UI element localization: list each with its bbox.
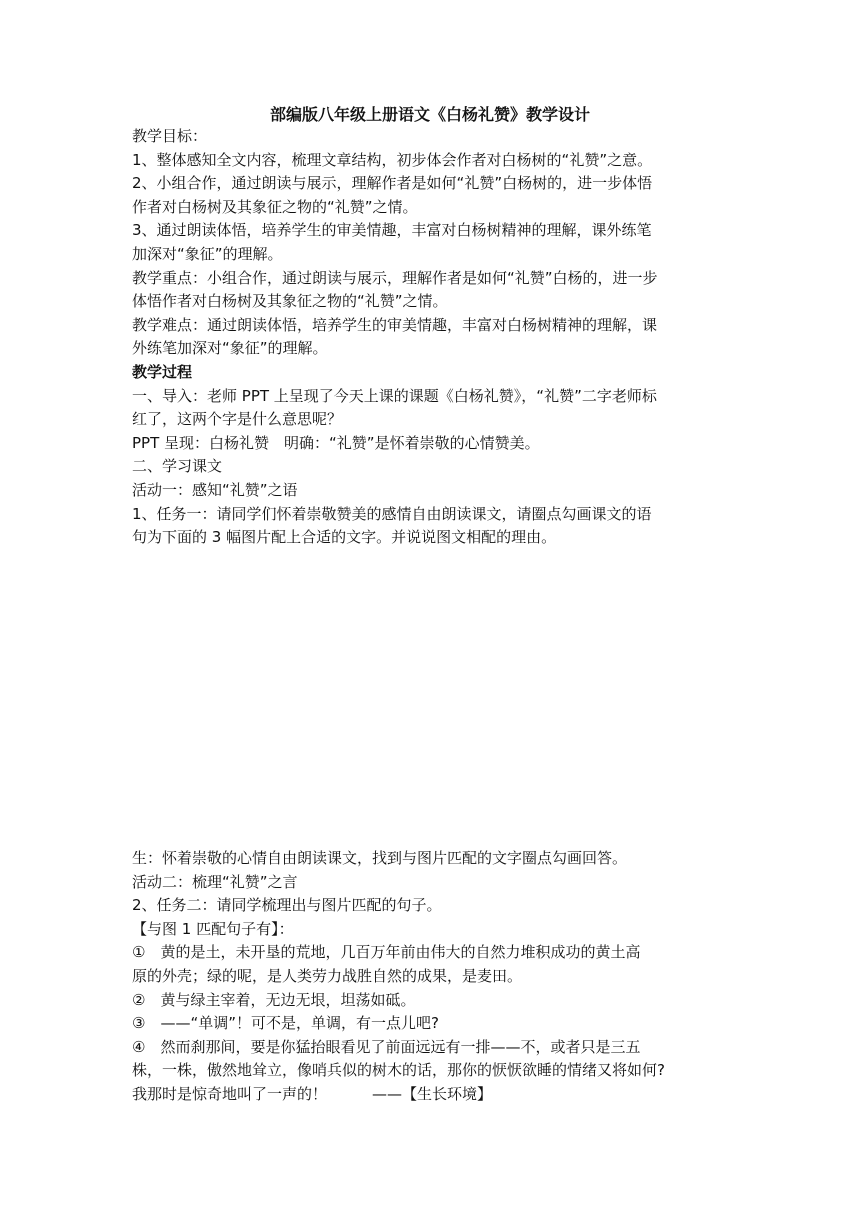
- text-line: ③ ——“单调”！可不是，单调，有一点儿吧?: [132, 1014, 439, 1033]
- text-line: 1、整体感知全文内容，梳理文章结构，初步体会作者对白杨树的“礼赞”之意。: [132, 150, 653, 169]
- document-title: 部编版八年级上册语文《白杨礼赞》教学设计: [269, 105, 590, 124]
- text-line: PPT 呈现：白杨礼赞 明确：“礼赞”是怀着崇敬的心情赞美。: [132, 433, 540, 452]
- text-line: 体悟作者对白杨树及其象征之物的“礼赞”之情。: [132, 292, 448, 311]
- text-line: 教学重点：小组合作，通过朗读与展示，理解作者是如何“礼赞”白杨的，进一步: [132, 268, 658, 287]
- text-line: 教学难点：通过朗读体悟，培养学生的审美情趣，丰富对白杨树精神的理解，课: [132, 315, 658, 334]
- text-line: 活动一：感知“礼赞”之语: [132, 480, 298, 499]
- text-line: ② 黄与绿主宰着，无边无垠，坦荡如砥。: [132, 990, 416, 1009]
- text-line: 2、任务二：请同学梳理出与图片匹配的句子。: [132, 896, 442, 915]
- text-line: ① 黄的是土，未开垦的荒地，几百万年前由伟大的自然力堆积成功的黄土高: [132, 943, 641, 962]
- text-line: 外练笔加深对“象征”的理解。: [132, 339, 328, 358]
- text-line: 活动二：梳理“礼赞”之言: [132, 872, 298, 891]
- text-line: 加深对“象征”的理解。: [132, 244, 283, 263]
- text-line: 原的外壳；绿的呢，是人类劳力战胜自然的成果，是麦田。: [132, 966, 523, 985]
- image-placeholder-area: [132, 540, 732, 840]
- text-line: 2、小组合作，通过朗读与展示，理解作者是如何“礼赞”白杨树的，进一步体悟: [132, 174, 653, 193]
- text-line: 二、学习课文: [132, 457, 223, 476]
- text-line: 株，一株，傲然地耸立，像哨兵似的树木的话，那你的恹恹欲睡的情绪又将如何?: [132, 1061, 665, 1080]
- lower-text-block: [132, 847, 732, 1107]
- text-line: 3、通过朗读体悟，培养学生的审美情趣，丰富对白杨树精神的理解，课外练笔: [132, 221, 652, 240]
- text-line: 【与图 1 匹配句子有】：: [132, 919, 294, 938]
- text-line: 生：怀着崇敬的心情自由朗读课文，找到与图片匹配的文字圈点勾画回答。: [132, 849, 628, 867]
- text-line: ④ 然而刹那间，要是你猛抬眼看见了前面远远有一排——不，或者只是三五: [132, 1037, 641, 1056]
- text-line: 句为下面的 3 幅图片配上合适的文字。并说说图文相配的理由。: [132, 528, 557, 547]
- text-line: 红了，这两个字是什么意思呢？: [132, 410, 343, 429]
- text-line: 1、任务一：请同学们怀着崇敬赞美的感情自由朗读课文，请圈点勾画课文的语: [132, 504, 652, 523]
- text-line: 教学目标：: [132, 127, 208, 145]
- text-line: 一、导入：老师 PPT 上呈现了今天上课的课题《白杨礼赞》，“礼赞”二字老师标: [132, 386, 657, 405]
- section-heading: 教学过程: [132, 362, 193, 381]
- text-line: 我那时是惊奇地叫了一声的！ ——【生长环境】: [132, 1084, 493, 1103]
- upper-text-block: [132, 125, 732, 550]
- text-line: 作者对白杨树及其象征之物的“礼赞”之情。: [132, 197, 418, 216]
